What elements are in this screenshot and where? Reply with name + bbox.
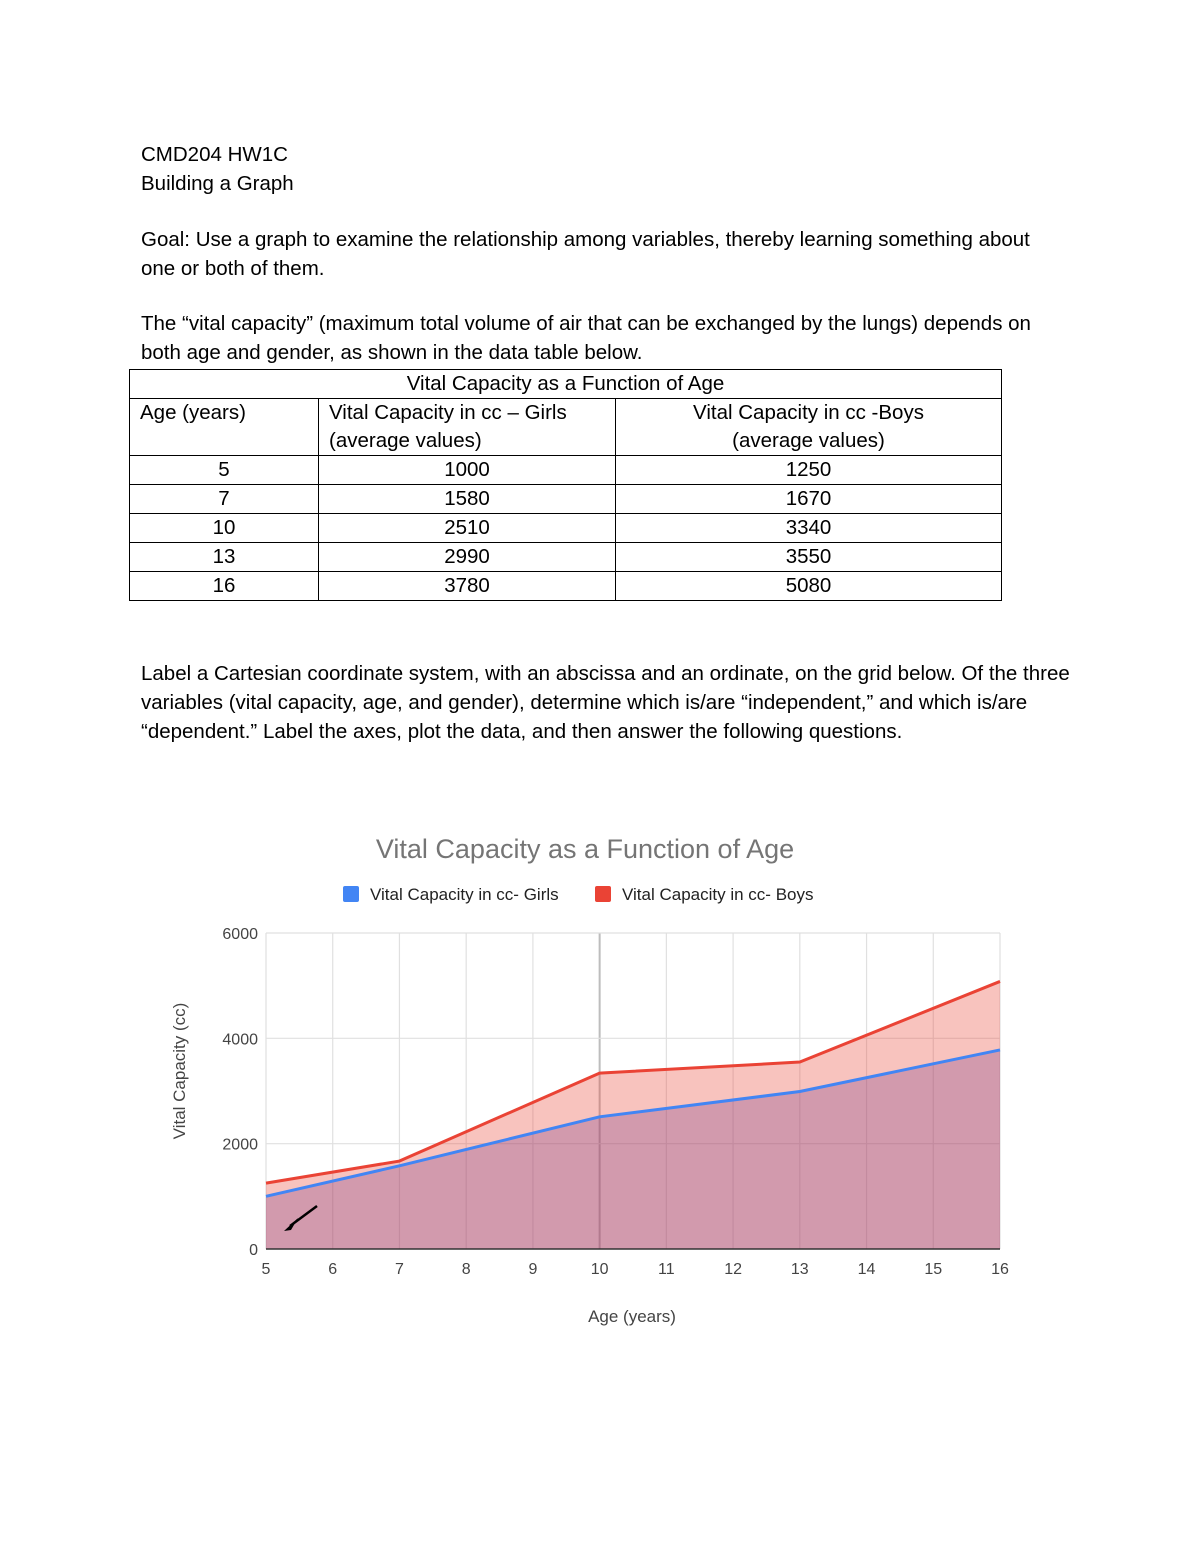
x-tick-label: 6 [328, 1261, 338, 1278]
x-tick-label: 12 [724, 1261, 742, 1278]
age-cell: 10 [130, 514, 319, 543]
legend [343, 885, 813, 904]
table-row [130, 456, 1002, 485]
boys-cell: 5080 [616, 572, 1002, 601]
boys-cell: 1670 [616, 485, 1002, 514]
header-boys: Vital Capacity in cc -Boys (average values) [616, 399, 1002, 456]
x-tick-label: 7 [395, 1261, 404, 1278]
x-tick-label: 15 [924, 1261, 943, 1278]
x-tick-label: 16 [991, 1261, 1009, 1278]
x-tick-label: 5 [261, 1261, 271, 1278]
y-tick-label: 4000 [222, 1031, 258, 1049]
boys-cell: 3550 [616, 543, 1002, 572]
girls-cell: 2990 [319, 543, 616, 572]
boys-cell: 1250 [616, 456, 1002, 485]
chart-title: Vital Capacity as a Function of Age [375, 834, 795, 864]
boys-cell: 3340 [616, 514, 1002, 543]
goal-paragraph: Goal: Use a graph to examine the relationship among variables, thereby learning something about one or both of them. [141, 228, 1030, 280]
y-tick-label: 6000 [222, 926, 258, 943]
header-girls: Vital Capacity in cc – Girls (average values) [319, 399, 616, 456]
legend-label-boys: Vital Capacity in cc- Boys [622, 885, 814, 904]
age-cell: 7 [130, 485, 319, 514]
x-tick-labels [262, 1261, 1009, 1278]
table-title: Vital Capacity as a Function of Age [130, 370, 1002, 399]
x-tick-label: 14 [857, 1261, 876, 1278]
vital-capacity-chart [160, 820, 1040, 1340]
y-tick-labels [222, 926, 258, 1259]
header-age: Age (years) [130, 399, 319, 456]
legend-swatch-girls [343, 886, 359, 902]
x-tick-label: 10 [590, 1261, 609, 1278]
girls-cell: 2510 [319, 514, 616, 543]
intro-paragraph: The “vital capacity” (maximum total volume of air that can be exchanged by the lungs) depends on both age and gender, as shown in the data table below. [141, 312, 1031, 364]
assignment-subtitle: Building a Graph [141, 172, 294, 195]
course-title: CMD204 HW1C [141, 143, 288, 166]
data-table [129, 369, 1002, 601]
age-cell: 13 [130, 543, 319, 572]
x-axis-label: Age (years) [588, 1307, 676, 1326]
age-cell: 16 [130, 572, 319, 601]
y-tick-label: 0 [249, 1242, 258, 1259]
girls-cell: 1580 [319, 485, 616, 514]
age-cell: 5 [130, 456, 319, 485]
table-row [130, 572, 1002, 601]
instructions-paragraph: Label a Cartesian coordinate system, with an abscissa and an ordinate, on the grid below. Of the three variables (vital capacity, age, and gender), determine which is/are “independent,” and which is/are “dependent.” Label the axes, plot the data, and then answer the following questions. [141, 661, 1070, 743]
y-tick-label: 2000 [222, 1136, 258, 1154]
x-tick-label: 11 [658, 1261, 675, 1278]
table-row [130, 543, 1002, 572]
legend-label-girls: Vital Capacity in cc- Girls [370, 885, 559, 904]
x-tick-label: 8 [461, 1261, 471, 1278]
table-row [130, 485, 1002, 514]
girls-cell: 1000 [319, 456, 616, 485]
table-row [130, 514, 1002, 543]
x-tick-label: 13 [790, 1261, 809, 1278]
legend-swatch-boys [595, 886, 611, 902]
x-tick-label: 9 [528, 1261, 538, 1278]
girls-cell: 3780 [319, 572, 616, 601]
document-body [141, 140, 1061, 367]
y-axis-label: Vital Capacity (cc) [170, 1002, 189, 1140]
